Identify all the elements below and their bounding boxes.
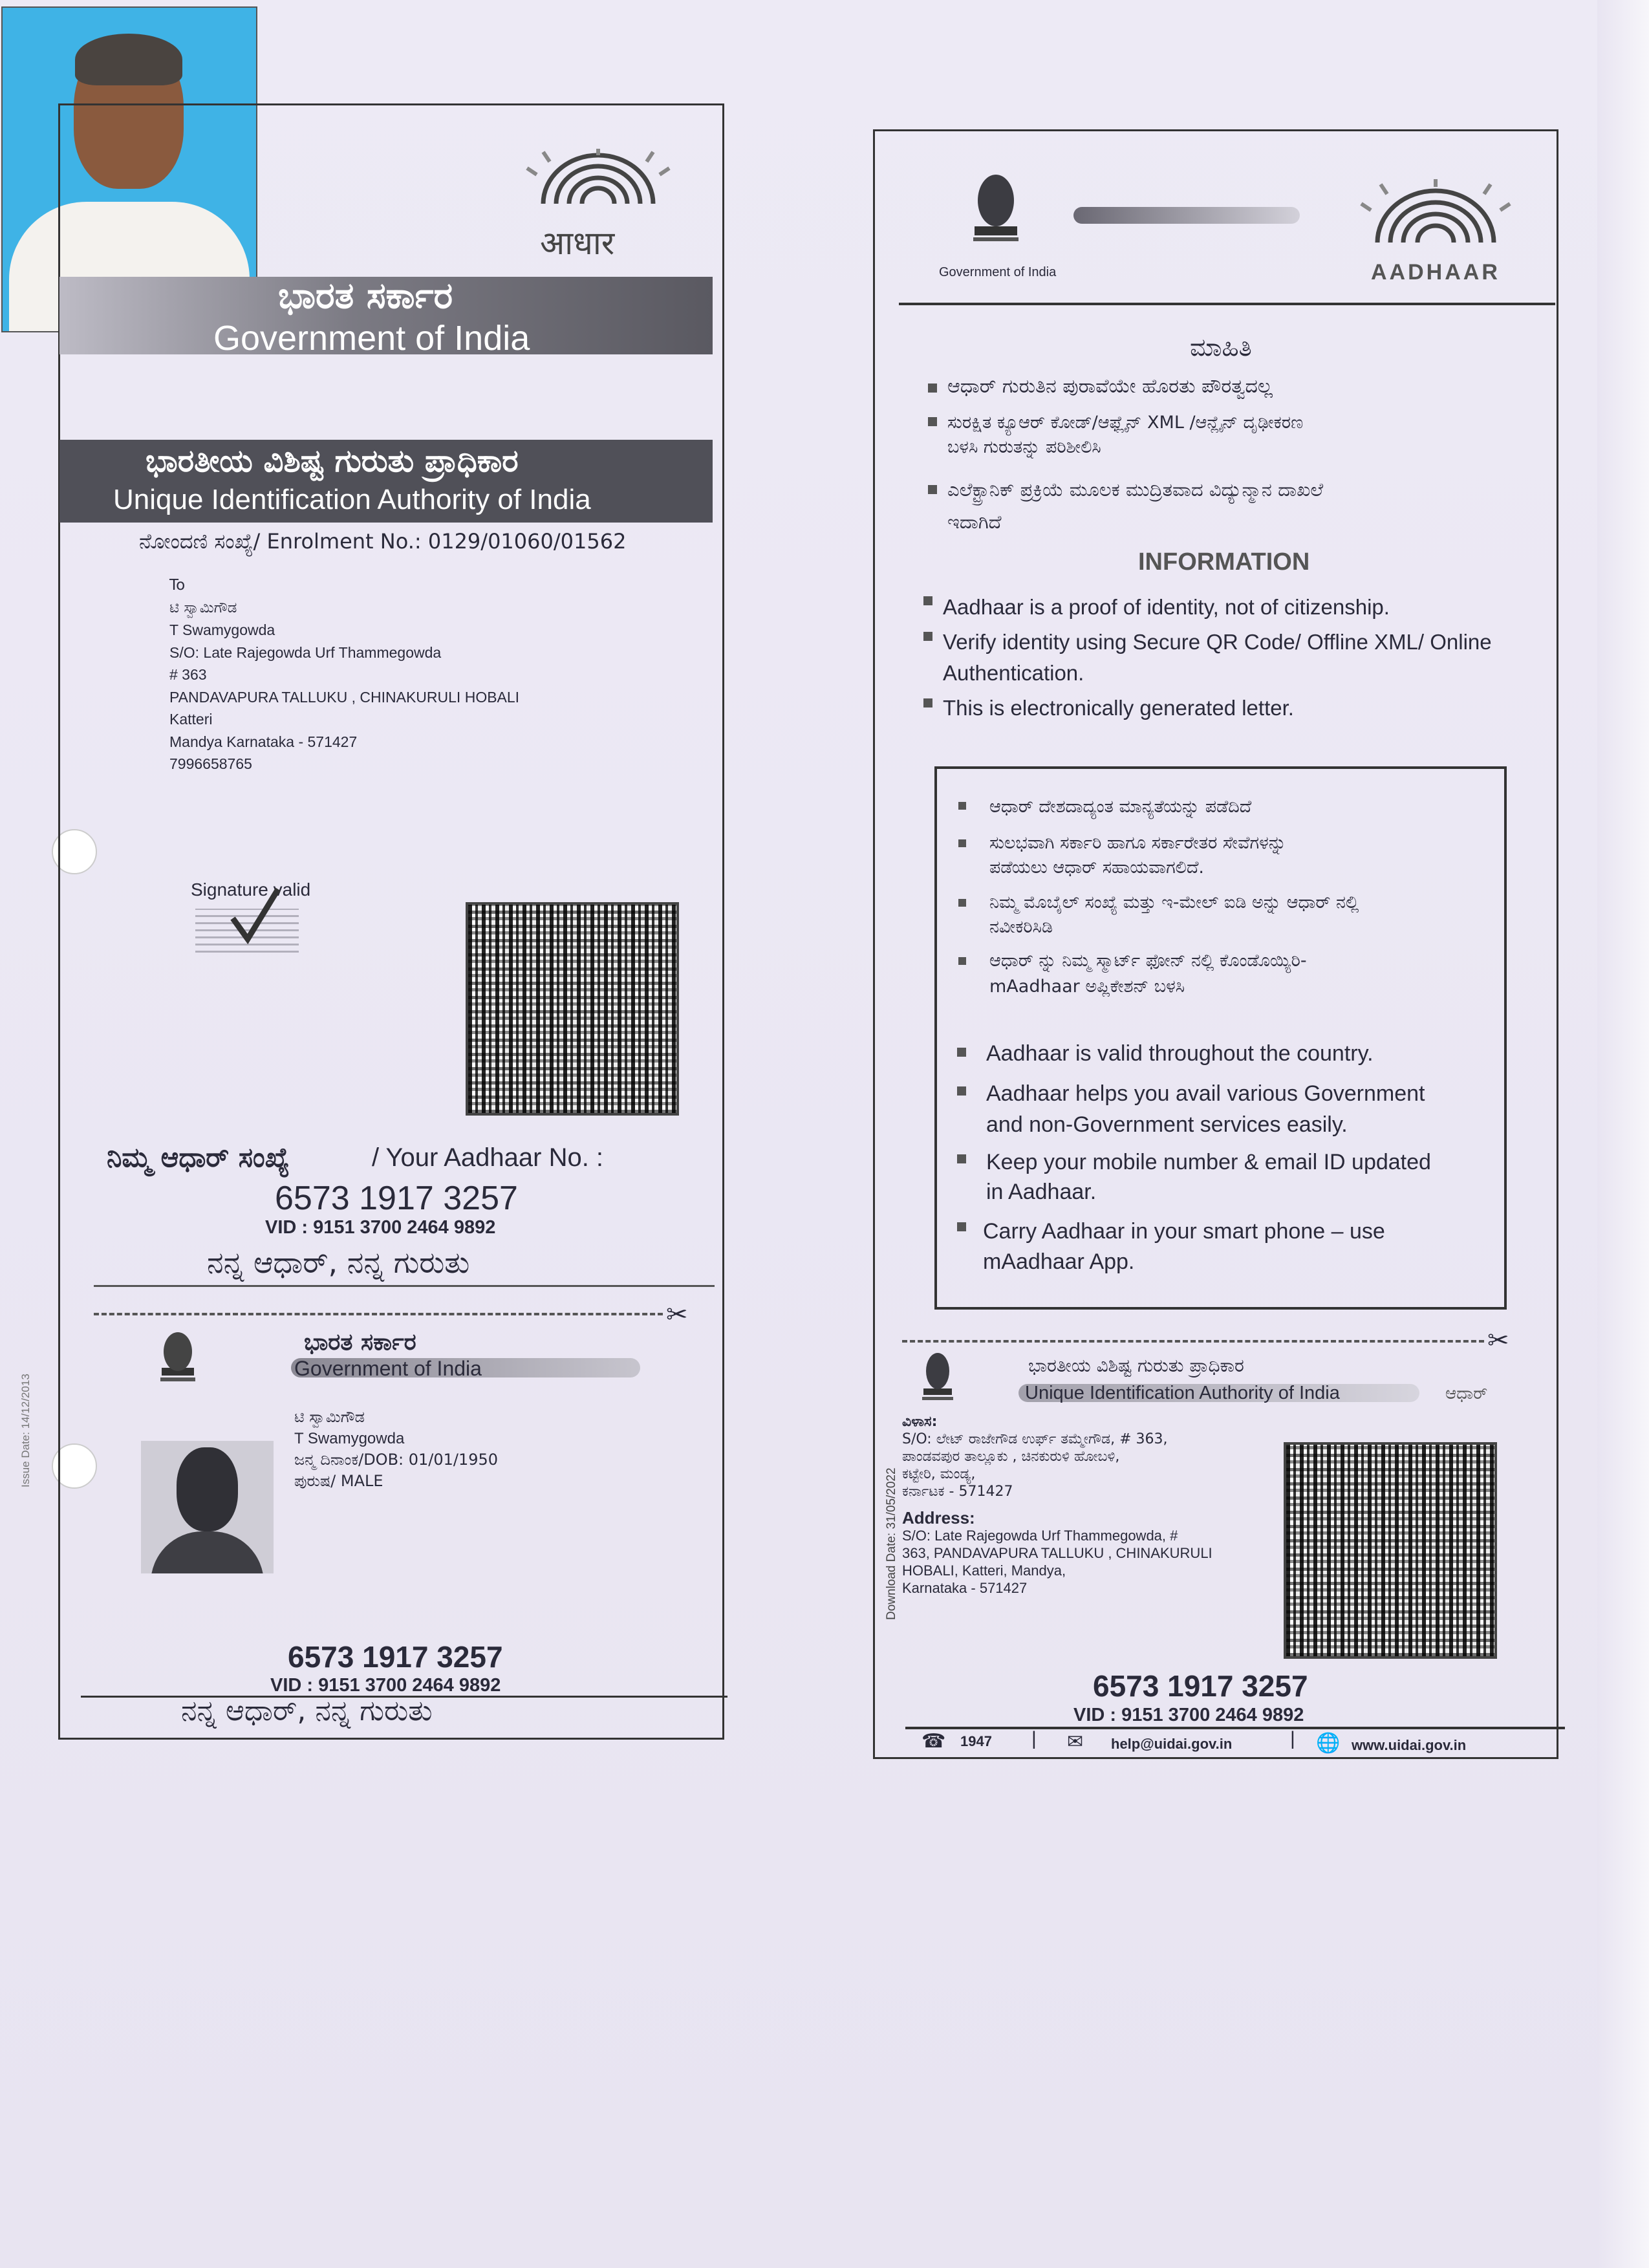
address-line: 7996658765 [169, 755, 252, 772]
signature-valid-label: Signature valid [191, 880, 311, 900]
address-line-kn: ಕಟ್ಟೇರಿ, ಮಂಡ್ಯ, [902, 1466, 976, 1482]
bullet [923, 596, 932, 605]
box-kn-line: mAadhaar ಅಪ್ಲಿಕೇಶನ್ ಬಳಸಿ [989, 977, 1185, 997]
address-line-en: HOBALI, Katteri, Mandya, [902, 1562, 1066, 1579]
cut-line [902, 1340, 1484, 1343]
address-line-kn: S/O: ಲೇಟ್ ರಾಜೇಗೌಡ ಉರ್ಫ್ ತಮ್ಮೇಗೌಡ, # 363, [902, 1431, 1168, 1447]
card-slogan: ನನ್ನ ಆಧಾರ್, ನನ್ನ ಗುರುತು [181, 1694, 433, 1727]
bullet [957, 1154, 966, 1163]
box-en-line: Aadhaar is valid throughout the country. [986, 1041, 1374, 1066]
card-footer-line [905, 1727, 1565, 1729]
photo-hair [75, 34, 182, 85]
header-smudge [1073, 207, 1300, 224]
address-line: PANDAVAPURA TALLUKU , CHINAKURULI HOBALI [169, 688, 520, 706]
phone-icon: ☎ [921, 1731, 946, 1752]
aadhaar-logo-text: आधार [540, 224, 615, 262]
bullet [928, 417, 937, 426]
bullet [928, 485, 937, 494]
box-kn-line: ಪಡೆಯಲು ಆಧಾರ್ ಸಹಾಯವಾಗಲಿದೆ. [989, 858, 1204, 878]
letter-qr-code [466, 902, 679, 1116]
card-gov-kn: ಭಾರತ ಸರ್ಕಾರ [304, 1329, 416, 1355]
card-qr-code [1284, 1442, 1497, 1659]
card-vid: VID : 9151 3700 2464 9892 [270, 1675, 501, 1696]
card-aadhaar-number: 6573 1917 3257 [1093, 1669, 1308, 1703]
gov-of-india-label: Government of India [939, 265, 1057, 279]
box-en-line: mAadhaar App. [983, 1249, 1135, 1274]
box-en-line: Aadhaar helps you avail various Government [986, 1081, 1425, 1106]
box-en-line: Keep your mobile number & email ID updated [986, 1150, 1431, 1174]
info-kn-line: ಆಧಾರ್ ಗುರುತಿನ ಪುರಾವೆಯೇ ಹೊರತು ಪೌರತ್ವದಲ್ಲ [947, 375, 1273, 398]
bullet [923, 698, 932, 707]
card-name-en: T Swamygowda [294, 1430, 405, 1447]
address-line: To [169, 577, 186, 594]
info-kn-line: ಬಳಸಿ ಗುರುತನ್ನು ಪರಿಶೀಲಿಸಿ [947, 437, 1101, 457]
address-line-kn: ಕರ್ನಾಟಕ - 571427 [902, 1484, 1013, 1500]
card-gender: ಪುರುಷ/ MALE [294, 1472, 383, 1490]
info-kn-line: ಇದಾಗಿದೆ [947, 511, 1002, 533]
address-line: T Swamygowda [169, 621, 275, 638]
ashoka-emblem-icon [918, 1348, 957, 1407]
card-dob: ಜನ್ಮ ದಿನಾಂಕ/DOB: 01/01/1950 [294, 1451, 499, 1469]
box-kn-line: ನಿಮ್ಮ ಮೊಬೈಲ್ ಸಂಖ್ಯೆ ಮತ್ತು ಇ-ಮೇಲ್ ಐಡಿ ಅನ್ನು ಆಧಾರ್ ನಲ್ಲಿ [989, 892, 1359, 913]
box-en-line: and non-Government services easily. [986, 1112, 1348, 1137]
card-uidai-en: Unique Identification Authority of India [1025, 1383, 1340, 1403]
gov-title-kn: ಭಾರತ ಸರ್ಕಾರ [278, 275, 453, 317]
vid-number: VID : 9151 3700 2464 9892 [265, 1217, 496, 1238]
footer-separator: | [1290, 1728, 1295, 1749]
address-line-kn: ಪಾಂಡವಪುರ ತಾಲ್ಲೂಕು , ಚಿನಕುರುಳಿ ಹೋಬಳಿ, [902, 1449, 1120, 1465]
bullet [957, 1048, 966, 1057]
card-aadhaar-number: 6573 1917 3257 [288, 1640, 503, 1674]
info-title-kn: ಮಾಹಿತಿ [1190, 333, 1252, 362]
scissors-icon: ✂ [1487, 1326, 1509, 1355]
card-photo [141, 1441, 274, 1573]
address-line: Mandya Karnataka - 571427 [169, 733, 358, 750]
info-title: INFORMATION [1138, 548, 1310, 576]
bullet [958, 802, 966, 810]
bullet [923, 632, 932, 641]
scan-edge-shadow [1597, 0, 1649, 2268]
right-header-line [899, 303, 1555, 305]
recipient-address [169, 574, 622, 775]
uidai-title-kn: ಭಾರತೀಯ ವಿಶಿಷ್ಟ ಗುರುತು ಪ್ರಾಧಿಕಾರ [146, 443, 519, 479]
address-label-kn: ವಿಳಾಸ: [902, 1414, 938, 1430]
box-en-line: Carry Aadhaar in your smart phone – use [983, 1219, 1385, 1244]
website: www.uidai.gov.in [1352, 1737, 1467, 1753]
address-line-en: S/O: Late Rajegowda Urf Thammegowda, # [902, 1528, 1178, 1544]
info-kn-line: ಎಲೆಕ್ಟ್ರಾನಿಕ್ ಪ್ರಕ್ರಿಯೆ ಮೂಲಕ ಮುದ್ರಿತವಾದ ವಿದ್ಯುನ್ಮಾನ ದಾಖಲೆ [947, 479, 1324, 501]
card-gov-en: Government of India [294, 1357, 482, 1380]
card-uidai-kn: ಭಾರತೀಯ ವಿಶಿಷ್ಟ ಗುರುತು ಪ್ರಾಧಿಕಾರ [1028, 1355, 1244, 1376]
divider-line [94, 1285, 715, 1287]
globe-icon: 🌐 [1316, 1733, 1341, 1754]
card-details [294, 1407, 498, 1492]
bullet [958, 957, 966, 965]
box-kn-line: ಆಧಾರ್ ನ್ನು ನಿಮ್ಮ ಸ್ಮಾರ್ಟ್ ಫೋನ್ ನಲ್ಲಿ ಕೊಂಡೊಯ್ಯಿರಿ- [989, 951, 1307, 971]
bullet [957, 1222, 966, 1231]
card-vid: VID : 9151 3700 2464 9892 [1073, 1705, 1304, 1725]
gov-title-en: Government of India [213, 319, 530, 358]
uidai-title-en: Unique Identification Authority of India [113, 484, 591, 515]
address-line: ಟಿ ಸ್ವಾಮಿಗೌಡ [169, 599, 237, 616]
card-aadhaar-logo: ಆಧಾರ್ [1445, 1384, 1488, 1403]
info-line: This is electronically generated letter. [943, 696, 1294, 720]
card-name-kn: ಟಿ ಸ್ವಾಮಿಗೌಡ [294, 1408, 365, 1426]
cut-line [94, 1313, 663, 1315]
ashoka-emblem-icon [155, 1329, 200, 1387]
slogan: ನನ್ನ ಆಧಾರ್, ನನ್ನ ಗುರುತು [207, 1245, 470, 1280]
ashoka-emblem-icon [967, 165, 1025, 255]
bullet [957, 1086, 966, 1096]
bullet [928, 383, 937, 393]
helpline-number: 1947 [960, 1733, 992, 1749]
checkmark-icon [230, 886, 281, 944]
bullet [958, 899, 966, 907]
footer-separator: | [1031, 1728, 1037, 1749]
address-line-en: 363, PANDAVAPURA TALLUKU , CHINAKURULI [902, 1545, 1212, 1561]
aadhaar-number: 6573 1917 3257 [275, 1180, 518, 1217]
address-line: S/O: Late Rajegowda Urf Thammegowda [169, 643, 442, 661]
card-address [902, 1413, 1212, 1597]
aadhaar-fingerprint-logo-icon [1358, 178, 1513, 255]
info-line: Verify identity using Secure QR Code/ Offline XML/ Online [943, 630, 1492, 654]
box-kn-line: ಆಧಾರ್ ದೇಶದಾದ್ಯಂತ ಮಾನ್ಯತೆಯನ್ನು ಪಡೆದಿದೆ [989, 797, 1252, 817]
your-aadhaar-label-kn: ನಿಮ್ಮ ಆಧಾರ್ ಸಂಖ್ಯೆ [107, 1141, 290, 1173]
box-kn-line: ಸುಲಭವಾಗಿ ಸರ್ಕಾರಿ ಹಾಗೂ ಸರ್ಕಾರೇತರ ಸೇವೆಗಳನ್ನು [989, 833, 1287, 853]
download-date: Download Date: 31/05/2022 [885, 1467, 898, 1620]
info-line: Authentication. [943, 661, 1084, 685]
address-line: # 363 [169, 666, 207, 683]
enrolment-number: ನೋಂದಣಿ ಸಂಖ್ಯೆ/ Enrolment No.: 0129/01060/01562 [139, 529, 627, 554]
info-line: Aadhaar is a proof of identity, not of citizenship. [943, 595, 1390, 619]
address-label-en: Address: [902, 1508, 975, 1528]
mail-icon: ✉ [1067, 1731, 1084, 1753]
info-kn-line: ಸುರಕ್ಷಿತ ಕ್ಯೂಆರ್ ಕೋಡ್/ಆಫ್ಲೈನ್ XML /ಆನ್ಲೈನ್ ದೃಢೀಕರಣ [947, 413, 1304, 433]
aadhaar-logo-label: AADHAAR [1371, 260, 1500, 285]
address-line-en: Karnataka - 571427 [902, 1580, 1028, 1596]
aadhaar-fingerprint-logo-icon [524, 149, 673, 220]
address-line: Katteri [169, 711, 213, 728]
your-aadhaar-label-en: / Your Aadhaar No. : [372, 1143, 604, 1172]
help-email: help@uidai.gov.in [1111, 1736, 1233, 1752]
bullet [958, 839, 966, 847]
scissors-icon: ✂ [666, 1301, 688, 1329]
box-kn-line: ನವೀಕರಿಸಿಡಿ [989, 917, 1053, 937]
box-en-line: in Aadhaar. [986, 1180, 1097, 1204]
card-issue-date: Issue Date: 14/12/2013 [19, 1374, 32, 1487]
